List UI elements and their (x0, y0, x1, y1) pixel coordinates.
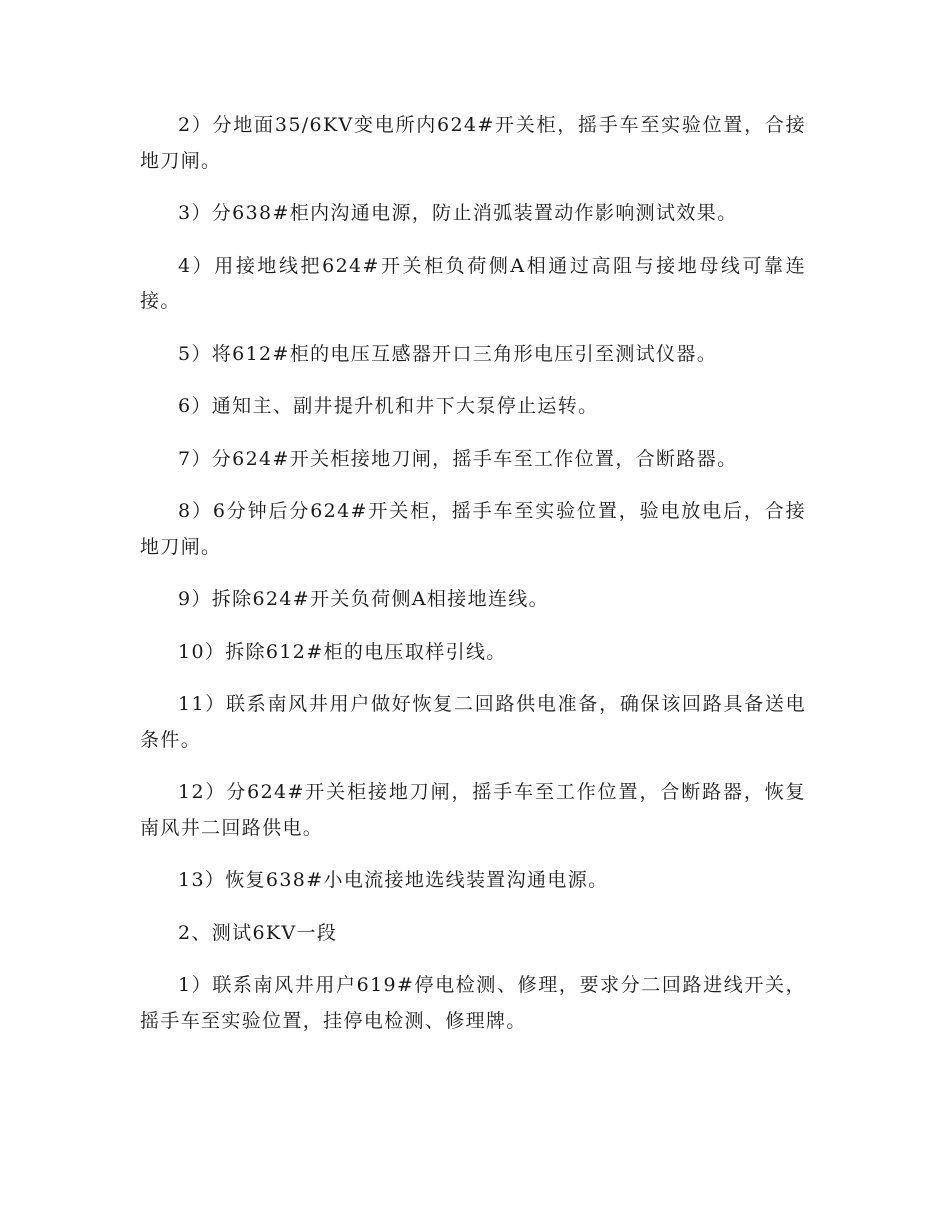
paragraph-step-13: 13）恢复638#小电流接地选线装置沟通电源。 (178, 869, 609, 891)
paragraph-step-8: 8）6分钟后分624#开关柜，摇手车至实验位置，验电放电后，合接地刀闸。 (140, 500, 806, 558)
paragraph-step-5: 5）将612#柜的电压互感器开口三角形电压引至测试仪器。 (178, 342, 718, 365)
paragraph-step-4: 4）用接地线把624#开关柜负荷侧A相通过高阻与接地母线可靠连接。 (140, 254, 806, 312)
paragraph-step-7: 7）分624#开关柜接地刀闸，摇手车至工作位置，合断路器。 (178, 447, 738, 470)
paragraph-step-2: 2）分地面35/6KV变电所内624#开关柜，摇手车至实验位置，合接地刀闸。 (140, 114, 806, 172)
paragraph-step-11: 11）联系南风井用户做好恢复二回路供电准备，确保该回路具备送电条件。 (140, 693, 806, 751)
paragraph-step-9: 9）拆除624#开关负荷侧A相接地连线。 (178, 588, 549, 610)
paragraph-step-12: 12）分624#开关柜接地刀闸，摇手车至工作位置，合断路器，恢复南风井二回路供电。 (140, 781, 806, 839)
document-body (140, 108, 806, 1039)
paragraph-step-10: 10）拆除612#柜的电压取样引线。 (178, 640, 507, 663)
section-heading-6kv-segment-1: 2、测试6KV一段 (178, 921, 338, 944)
paragraph-section2-step-1: 1）联系南风井用户619#停电检测、修理，要求分二回路进线开关，摇手车至实验位置，挂停电检测、修理牌。 (140, 974, 806, 1032)
paragraph-step-6: 6）通知主、副井提升机和井下大泵停止运转。 (178, 395, 599, 417)
paragraph-step-3: 3）分638#柜内沟通电源，防止消弧装置动作影响测试效果。 (178, 202, 738, 224)
